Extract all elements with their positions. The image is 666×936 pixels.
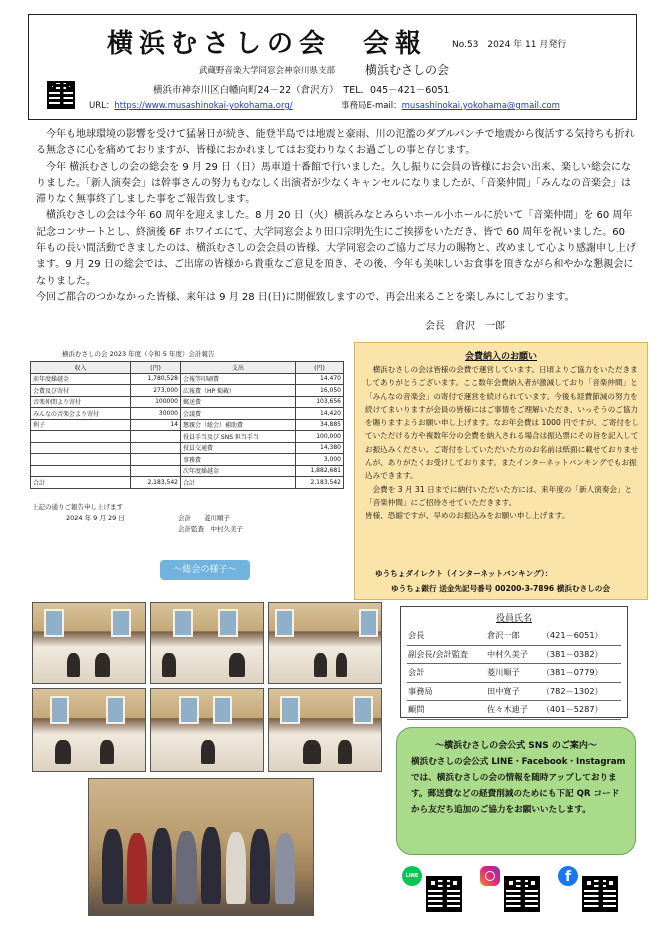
officer-phone: （381－0779）: [541, 664, 621, 683]
url-label: URL：: [89, 101, 115, 111]
intro-paragraph: 今年も地球環境の影響を受けて猛暑日が続き、能登半島では地震と豪雨、川の氾濫のダブルパンチで地震から復活する気持ちも折れる無念さに心を痛めておりますが、皆様におかれましてはお変わりなくお過ごしの事と存じます。: [36, 129, 635, 157]
officer-name: 倉沢一郎: [486, 627, 541, 645]
email-link[interactable]: musashinokai.yokohama@gmail.com: [401, 101, 560, 111]
header-box: [28, 14, 637, 120]
expense-item: 役員交通費: [181, 442, 296, 454]
issue-info: No.53 2024 年 11 月発行: [452, 40, 567, 50]
total-expense: 2,183,542: [296, 477, 344, 489]
intro-paragraph: 横浜むさしの会は今年 60 周年を迎えました。8 月 20 日（火）横浜みなとみらいホール小ホールに於いて「音楽仲間」を 60 周年記念コンサートとし、終演後 6F ホワイエにて、大学同窓会より田口宗明先生にご挨拶をいただき、皆で 60 周年を祝いました。60 年もの長い間活動できましたのは、横浜むさしの会会員の皆様、大学同窓会のご協力ご尽力の賜物と、改めまして心より感謝申し上げます。9 月 29 日の総会では、ご出席の皆様から貴重なご意見を頂き、その後、今年も美味しいお食事を頂きながら和やかな懇親会になりました。: [36, 210, 636, 287]
request-paragraph: 皆様、恐縮ですが、早めのお振込みをお願い申し上げます。: [365, 511, 570, 521]
meeting-photo: [150, 688, 264, 772]
expense-item: 事務費: [181, 454, 296, 466]
finance-caption: 横浜むさしの会 2023 年度（令和 5 年度）会計報告: [62, 350, 215, 358]
accountant-signature: 会計 菱川順子: [178, 514, 230, 522]
finance-row: [31, 431, 344, 443]
finance-note: 上記の通りご報告申し上げます: [32, 503, 123, 511]
income-amount: 100000: [131, 396, 181, 408]
expense-item: 役員手当及び SNS 担当手当: [181, 431, 296, 443]
sns-title: ～横浜むさしの会公式 SNS のご案内～: [435, 741, 597, 751]
bank-account: ゆうちょ銀行 送金先記号番号 00200-3-7896 横浜むさしの会: [391, 584, 610, 593]
finance-row: [31, 408, 344, 420]
officers-box: [400, 606, 628, 718]
instagram-icon[interactable]: [480, 866, 500, 886]
expense-amount: 16,050: [296, 385, 344, 397]
officer-row: [407, 682, 621, 701]
income-header: 収入: [31, 362, 131, 374]
expense-amount: 103,656: [296, 396, 344, 408]
total-label: 合計: [31, 477, 131, 489]
income-item: 会費及び寄付: [31, 385, 131, 397]
expense-item: 次年度繰越金: [181, 465, 296, 477]
facebook-icon[interactable]: f: [558, 866, 578, 886]
president-signature: 会長 倉沢 一郎: [425, 321, 505, 332]
gathering-banner: ～総会の様子～: [160, 560, 250, 580]
finance-row: [31, 373, 344, 385]
officer-name: 中村久美子: [486, 645, 541, 664]
address: 横浜市神奈川区白幡向町24－22（倉沢方） TEL．045－421－6051: [153, 85, 450, 96]
instagram-qr-code[interactable]: [504, 876, 540, 912]
income-item: [31, 442, 131, 454]
income-amount: [131, 431, 181, 443]
expense-amount: 1,882,681: [296, 465, 344, 477]
total-income: 2,183,542: [131, 477, 181, 489]
finance-row: [31, 465, 344, 477]
finance-row: [31, 385, 344, 397]
income-amount: 273,000: [131, 385, 181, 397]
expense-amount: 34,885: [296, 419, 344, 431]
request-paragraph: 横浜むさしの会は皆様の会費で運営しています。日頃よりご協力をいただきましてありがとうございます。ここ数年会費納入者が激減しており「音楽仲間」と「みんなの音楽会」の寄付で運営を続けられています。今後も経費節減の努力を続けてまいりますが会員の皆様にはご事情をご理解いただき、いっそうのご協力を賜りますようお願い申し上げます。なお年会費は 1000 円ですが、ご寄付をしていただける方や複数年分の会費を納入される場合は振込票にその旨を記入してお振込みください。ご寄付をしていただいた方のお名前は紙面に載せておりませんが、ありがたくお受けしております。またインターネットバンキングでもお振込みできます。: [365, 365, 640, 481]
expense-item: 会議費: [181, 408, 296, 420]
email-line: [341, 99, 560, 111]
officer-role: 副会長/会計監査: [407, 645, 486, 664]
expense-amount: 14,470: [296, 373, 344, 385]
expense-item: 郵送費: [181, 396, 296, 408]
meeting-photo: [268, 602, 382, 684]
website-link[interactable]: https://www.musashinokai-yokohama.org/: [114, 101, 293, 111]
request-paragraph: 会費を 3 月 31 日までに納付いただいた方には、来年度の「新人演奏会」と「音楽仲間」にご招待させていただきます。: [365, 484, 633, 507]
officer-name: 菱川順子: [486, 664, 541, 683]
facebook-qr-code[interactable]: [582, 876, 618, 912]
intro-paragraph: 今年 横浜むさしの会の総会を 9 月 29 日（日）馬車道十番館で行いました。久し振りに会員の皆様にお会い出来、楽しい総会になりました。「新人演奏会」は幹事さんの努力もむなしく出演者が少なくキャンセルになりましたが、「音楽仲間」「みんなの音楽会」は滞りなく無事終了しました事をご報告致します。: [36, 161, 631, 206]
officers-table: [407, 627, 621, 720]
meeting-photo: [150, 602, 264, 684]
newsletter-title: 横浜むさしの会 会報: [107, 29, 428, 59]
officers-title: 役員氏名: [495, 614, 532, 624]
finance-date: 2024 年 9 月 29 日: [66, 514, 125, 522]
sns-box: [396, 727, 636, 855]
intro-paragraph: 今回ご都合のつかなかった皆様、来年は 9 月 28 日(日)に開催致しますので、再会出来ることを楽しみにしております。: [36, 291, 575, 303]
org-name: 横浜むさしの会: [365, 63, 450, 77]
income-amount: 1,780,528: [131, 373, 181, 385]
officer-row: [407, 701, 621, 720]
dues-request-box: [354, 342, 648, 600]
officer-phone: （782－1302）: [541, 682, 621, 701]
org-subtitle: 武蔵野音楽大学同窓会神奈川県支部: [199, 66, 336, 76]
auditor-signature: 会計監査 中村久美子: [178, 525, 243, 533]
line-qr-code[interactable]: [426, 876, 462, 912]
finance-row: [31, 442, 344, 454]
officer-name: 田中寛子: [486, 682, 541, 701]
finance-row: [31, 419, 344, 431]
expense-amount: 14,420: [296, 408, 344, 420]
income-item: 利子: [31, 419, 131, 431]
income-item: [31, 454, 131, 466]
bank-method: ゆうちょダイレクト（インターネットバンキング）：: [375, 569, 553, 578]
meeting-photo: [32, 688, 146, 772]
income-amount: [131, 454, 181, 466]
officer-row: [407, 664, 621, 683]
unit-header: (円): [296, 362, 344, 374]
request-title: 会費納入のお願い: [464, 352, 537, 362]
meeting-photo: [32, 602, 146, 684]
expense-item: 懇親会（総会）補助費: [181, 419, 296, 431]
group-photo: [88, 778, 314, 916]
finance-row: [31, 454, 344, 466]
expense-item: 広報費（HP 掲載）: [181, 385, 296, 397]
line-icon[interactable]: LINE: [402, 866, 422, 886]
officer-phone: （421－6051）: [541, 627, 621, 645]
officer-role: 会計: [407, 664, 486, 683]
officer-role: 会長: [407, 627, 486, 645]
meeting-photo: [268, 688, 382, 772]
request-body: [365, 363, 641, 523]
url-line: [89, 99, 293, 111]
intro-text: [36, 127, 636, 306]
officer-phone: （401－5287）: [541, 701, 621, 720]
income-amount: [131, 465, 181, 477]
income-amount: [131, 442, 181, 454]
unit-header: (円): [131, 362, 181, 374]
income-item: [31, 465, 131, 477]
total-label: 合計: [181, 477, 296, 489]
expense-item: 会報等印刷費: [181, 373, 296, 385]
officer-name: 佐々木迪子: [486, 701, 541, 720]
income-item: みんなの音楽会より寄付: [31, 408, 131, 420]
income-item: 前年度繰越金: [31, 373, 131, 385]
income-amount: 14: [131, 419, 181, 431]
finance-table: [30, 361, 344, 489]
expense-header: 支出: [181, 362, 296, 374]
income-amount: 30000: [131, 408, 181, 420]
officer-phone: （381－0382）: [541, 645, 621, 664]
header-qr-code: [47, 81, 75, 109]
officer-role: 顧問: [407, 701, 486, 720]
expense-amount: 100,000: [296, 431, 344, 443]
income-item: [31, 431, 131, 443]
sns-body: 横浜むさしの会公式 LINE・Facebook・Instagram では、横浜むさしの会の情報を随時アップしております。郵送費などの経費削減のためにも下記 QR コードから友だち追加のご協力をお願いいたします。: [411, 757, 626, 815]
officer-role: 事務局: [407, 682, 486, 701]
officer-row: [407, 645, 621, 664]
officer-row: [407, 627, 621, 645]
finance-row: [31, 396, 344, 408]
expense-amount: 14,380: [296, 442, 344, 454]
email-label: 事務局E-mail：: [341, 101, 402, 111]
expense-amount: 3,000: [296, 454, 344, 466]
income-item: 音楽仲間より寄付: [31, 396, 131, 408]
